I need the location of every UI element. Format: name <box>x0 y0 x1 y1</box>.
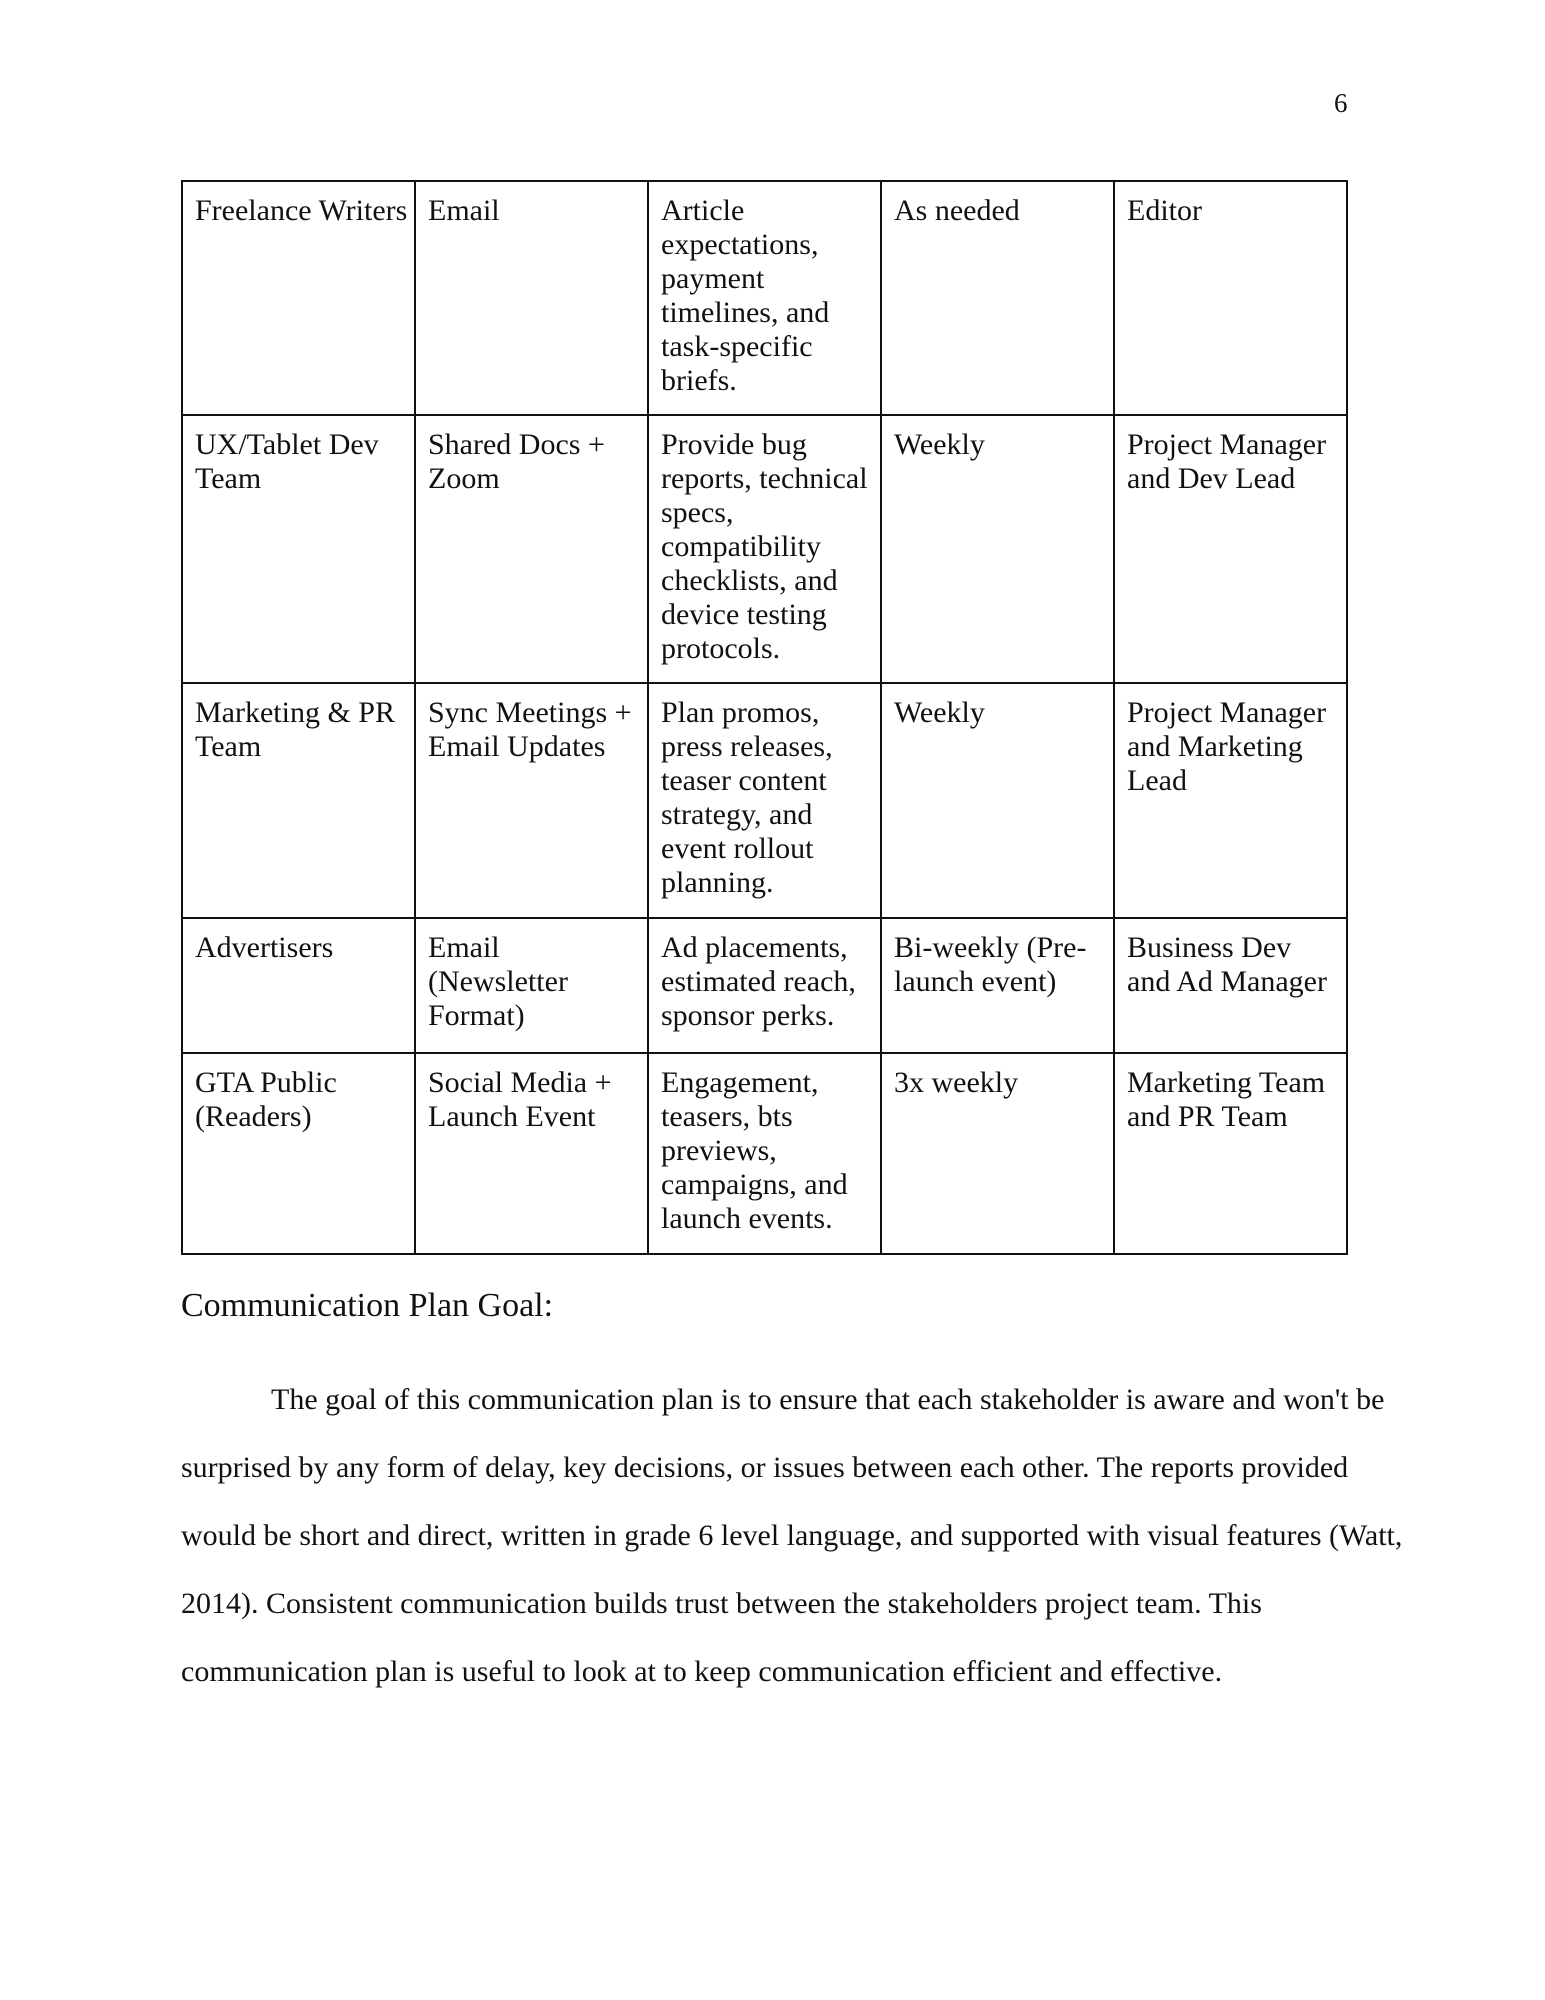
owner-cell: Editor <box>1114 181 1347 415</box>
table-row <box>182 1053 1347 1254</box>
table-row <box>182 683 1347 918</box>
goal-paragraph: The goal of this communication plan is to ensure that each stakeholder is aware and won't be surprised by any form of delay, key decisions, or issues between each other. The reports provided would be short and direct, written in grade 6 level language, and supported with visual features (Watt, 2014). Consistent communication builds trust between the stakeholders project team. This communication plan is useful to look at to keep communication efficient and effective. <box>181 1383 1403 1688</box>
purpose-cell: Article expectations, payment timelines, and task-specific briefs. <box>648 181 881 415</box>
owner-cell: Project Manager and Dev Lead <box>1114 415 1347 683</box>
frequency-cell: 3x weekly <box>881 1053 1114 1254</box>
frequency-cell: As needed <box>881 181 1114 415</box>
stakeholder-cell: UX/Tablet Dev Team <box>182 415 415 683</box>
stakeholder-cell: Advertisers <box>182 918 415 1053</box>
purpose-cell: Engagement, teasers, bts previews, campaigns, and launch events. <box>648 1053 881 1254</box>
owner-cell: Marketing Team and PR Team <box>1114 1053 1347 1254</box>
stakeholder-cell: Marketing & PR Team <box>182 683 415 918</box>
page-number: 6 <box>1334 88 1348 118</box>
owner-cell: Project Manager and Marketing Lead <box>1114 683 1347 918</box>
frequency-cell: Bi-weekly (Pre-launch event) <box>881 918 1114 1053</box>
table-row <box>182 181 1347 415</box>
purpose-cell: Provide bug reports, technical specs, compatibility checklists, and device testing protocols. <box>648 415 881 683</box>
channel-cell: Shared Docs + Zoom <box>415 415 648 683</box>
channel-cell: Email <box>415 181 648 415</box>
stakeholder-cell: GTA Public (Readers) <box>182 1053 415 1254</box>
stakeholder-cell: Freelance Writers <box>182 181 415 415</box>
owner-cell: Business Dev and Ad Manager <box>1114 918 1347 1053</box>
table-row <box>182 415 1347 683</box>
purpose-cell: Plan promos, press releases, teaser content strategy, and event rollout planning. <box>648 683 881 918</box>
table-row <box>182 918 1347 1053</box>
channel-cell: Social Media + Launch Event <box>415 1053 648 1254</box>
purpose-cell: Ad placements, estimated reach, sponsor perks. <box>648 918 881 1053</box>
channel-cell: Sync Meetings + Email Updates <box>415 683 648 918</box>
communication-plan-table <box>181 180 1348 1255</box>
frequency-cell: Weekly <box>881 683 1114 918</box>
frequency-cell: Weekly <box>881 415 1114 683</box>
channel-cell: Email (Newsletter Format) <box>415 918 648 1053</box>
section-heading: Communication Plan Goal: <box>181 1287 554 1324</box>
